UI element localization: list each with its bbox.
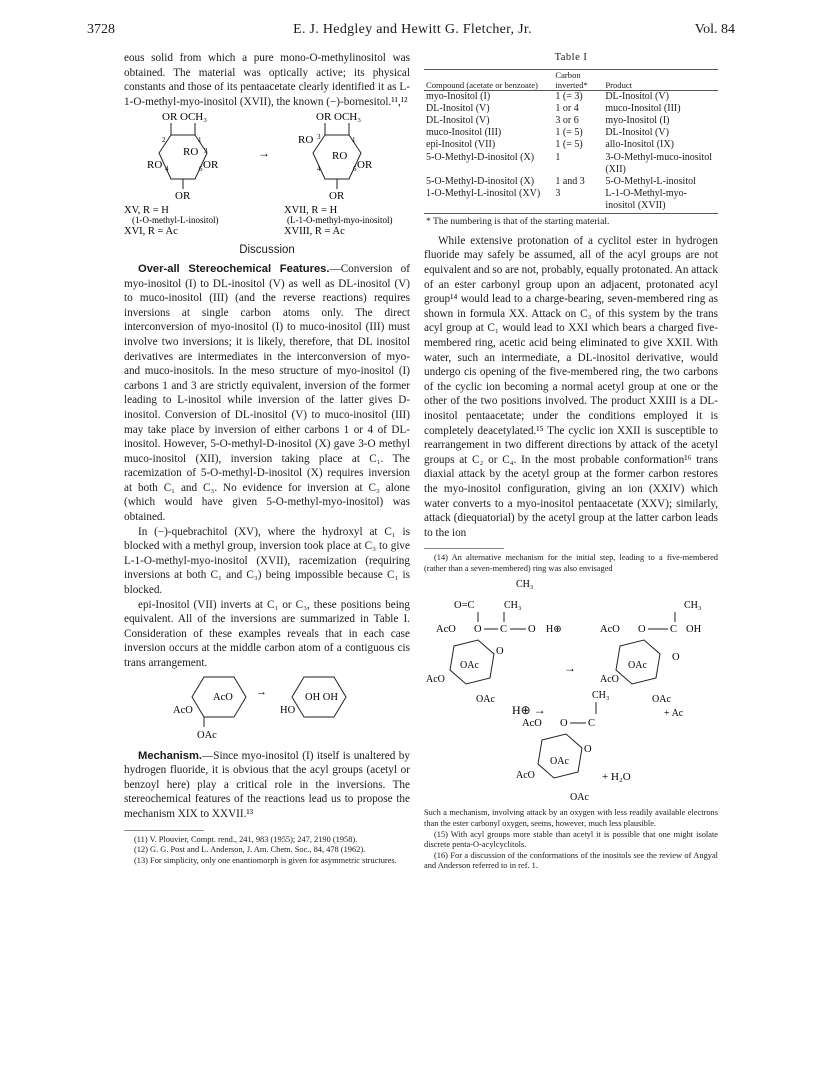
mechanism-scheme (424, 574, 718, 808)
mechanism-paragraph (124, 749, 410, 822)
table-cell: 1 (= 5) (555, 127, 583, 139)
table-cell: epi-Inositol (VII) (426, 139, 496, 151)
c-ch3: CH₃ (592, 690, 610, 702)
c-h2o: + H₂O (602, 771, 631, 784)
a-o1: O (474, 624, 482, 636)
overall-heading: Over-all Stereochemical Features. (138, 262, 330, 275)
table-cell: 5-O-Methyl-D-inositol (X) (426, 176, 535, 188)
a-oc: O=C (454, 600, 475, 612)
inositol-structures-figure (124, 109, 410, 237)
a-c: C (500, 624, 508, 636)
s2-caption-2: (L-1-O-methyl-myo-inositol) (287, 215, 393, 226)
s1-c6: 6 (199, 165, 203, 174)
table-row (424, 152, 718, 176)
table-cell: 1 and 3 (555, 176, 585, 188)
s2-or-bottom: OR (329, 190, 345, 203)
table-row (424, 139, 718, 151)
footnote-11: (11) V. Plouvier, Compt. rend., 241, 983 (1955); 247, 2190 (1958). (134, 834, 358, 844)
small-right-top: OH OH (305, 691, 338, 703)
protonation-paragraph: While extensive protonation of a cyclitol ester in hydrogen fluoride may safely be assumed, all of the acyl groups are not equivalent and so are not, probably, equally protonated. An attack of an ester carbonyl group upon an adjacent, protonated acyl group¹⁴ would lead to a charge-bearing, seven-membered ring as shown in formula XX. Attack on C₃ of this system by the trans acyl group at C₁ would lead to XXI which bears a charged five-membered ring, acetic acid being eliminated to give XXII. With water, such an intermediate, a DL-inositol derivative, would undergo cis opening of the five-membered ring, the two carbons of the cyclic ion becoming a normal acetyl group at one or the other of the two positions involved. The product XXIII is a DL-inositol pentaacetate; under the conditions employed it is completely deacetylated.¹⁵ The cyclic ion XXII is susceptible to rearrangement in two different directions by attack of the acetyl groups at C₂ or C₄. In the most probable conformation¹⁶ trans diaxial attack by the acetyl group at the former carbon restores the myo-inositol configuration, giving an ion (XXIV) which water converts to a myo-inositol pentaacetate (XXV); similarly, attack (diequatorial) by the acetyl group at the latter carbon leads to the ion (424, 234, 718, 539)
s2-c1: 1 (352, 136, 356, 145)
a-aco2: AcO (426, 674, 445, 686)
table-cell: DL-Inositol (V) (605, 127, 669, 139)
s1-or-right: OR (203, 159, 219, 172)
s1-caption-2: (1-O-methyl-L-inositol) (132, 215, 219, 226)
b-plus: + Ac (664, 708, 684, 720)
footnote-14-continued: Such a mechanism, involving attack by an oxygen with less readily available electrons than the ester carbonyl oxygen, seems, however, much less plausible. (424, 808, 718, 829)
page-number: 3728 (87, 22, 115, 37)
s2-ro-ring: RO (332, 150, 348, 163)
table-row (424, 90, 718, 103)
footnote-14: (14) An alternative mechanism for the initial step, leading to a five-membered (rather than a seven-membered) ring was also envisaged (424, 553, 718, 573)
a-aco: AcO (436, 624, 456, 636)
table-cell: myo-Inositol (I) (605, 115, 670, 126)
a-h: H⊕ (546, 624, 562, 636)
footnote-16: (16) For a discussion of the conformations of the inositols see the review of Angyal and Anderson referred to in ref. 1. (424, 850, 718, 871)
discussion-heading: Discussion (239, 244, 295, 257)
table-cell: muco-Inositol (III) (605, 102, 681, 114)
left-column (124, 51, 410, 866)
a-o2: O (528, 624, 536, 636)
s1-c4: 4 (165, 165, 169, 174)
table-cell: 3-O-Methyl-muco-inositol (XII) (605, 151, 712, 175)
table-cell: DL-Inositol (V) (426, 102, 490, 114)
table-cell: L-1-O-Methyl-myo-inositol (XVII) (605, 188, 687, 212)
small-ring-label: AcO (213, 691, 233, 703)
s1-ro-ring: RO (183, 146, 199, 159)
table-cell: allo-Inositol (IX) (605, 139, 674, 151)
b-aco2: AcO (600, 674, 619, 686)
small-bottom-label: OAc (197, 729, 217, 741)
b-o2: O (672, 652, 680, 664)
table-cell: 1 or 4 (555, 102, 579, 114)
a-oac: OAc (460, 660, 479, 672)
c-oac: OAc (550, 756, 569, 768)
reaction-arrow: → (258, 146, 270, 161)
a-oac2: OAc (476, 694, 495, 706)
s2-top-label: OR OCH₃ (316, 111, 362, 124)
table-cell: myo-Inositol (I) (426, 90, 491, 102)
c-o: O (560, 718, 568, 730)
mechanism-heading: Mechanism. (138, 749, 203, 762)
s2-c6: 6 (353, 165, 357, 174)
s1-or-bottom: OR (175, 190, 191, 203)
overall-paragraph (124, 262, 410, 525)
small-left-label: AcO (173, 704, 193, 716)
cis-trans-figure (124, 671, 410, 741)
c-aco2: AcO (516, 770, 535, 782)
s1-c3: 3 (204, 147, 208, 156)
table-cell: 1 (= 3) (555, 90, 583, 102)
table-cell: 1 (555, 151, 561, 163)
quebrachitol-paragraph: In (−)-quebrachitol (XV), where the hydroxyl at C₁ is blocked with a methyl group, inversion took place at C₃ to give L-1-O-methyl-myo-inositol (XVII), racemization (requiring inversions at both C₁ and C₃) being impossible because C₁ is blocked. (124, 525, 410, 597)
table-cell: 1-O-Methyl-L-inositol (XV) (426, 188, 541, 200)
table-row (424, 127, 718, 139)
scheme-arrow-2: H⊕ → (512, 703, 546, 718)
table-row (424, 176, 718, 188)
b-oac2: OAc (652, 694, 671, 706)
b-o: O (638, 624, 646, 636)
table-cell: 5-O-Methyl-D-inositol (X) (426, 151, 535, 163)
s1-caption-1: XV, R = H (124, 205, 169, 217)
mechanism-text: —Since myo-inositol (I) itself is unaltered by hydrogen fluoride, it is obvious that the acyl groups (acetyl or benzoyl here) play a critical role in the inversions. The stereochemical features of the reactions lead us to propose the mechanism XIX to XXVII.¹³ (124, 749, 410, 820)
b-oh: OH (686, 624, 702, 636)
footnote-rule-right (424, 548, 504, 549)
a-o3: O (496, 646, 504, 658)
b-oac: OAc (628, 660, 647, 672)
table-header-carbon: Carbon inverted* (555, 69, 588, 90)
table-cell: 3 or 6 (555, 115, 579, 126)
s2-caption-3: XVIII, R = Ac (284, 226, 345, 238)
table-footnote: * The numbering is that of the starting material. (424, 213, 718, 228)
c-oac2: OAc (570, 792, 589, 804)
table-cell: 1 (= 5) (555, 139, 583, 151)
b-aco: AcO (600, 624, 620, 636)
table-header-compound: Compound (acetate or benzoate) (426, 79, 538, 90)
table-header-product: Product (605, 79, 633, 90)
c-c: C (588, 718, 596, 730)
volume-label: Vol. 84 (694, 22, 735, 37)
right-column (424, 51, 718, 872)
s1-c1: 1 (198, 136, 202, 145)
running-title: E. J. Hedgley and Hewitt G. Fletcher, Jr. (293, 22, 532, 37)
table-cell: DL-Inositol (V) (426, 115, 490, 126)
footnote-rule (124, 830, 204, 831)
a-ch3b: CH₃ (504, 600, 522, 612)
b-ch3: CH₃ (684, 600, 702, 612)
s1-c2: 2 (162, 136, 166, 145)
table-cell: DL-Inositol (V) (605, 90, 669, 102)
table-cell: muco-Inositol (III) (426, 127, 502, 139)
b-c: C (670, 624, 678, 636)
s1-top-label: OR OCH₃ (162, 111, 208, 124)
overall-text: —Conversion of myo-inositol (I) to DL-inositol (V) as well as DL-inositol (V) to muco-inositol (III) (and the reverse reactions) requires inversions at single carbon atoms only. The direct interconversion of myo-inositol (I) to muco-inositol (III) must involve two inversions; it is likely, therefore, that DL inositol derivatives are intermediates in the interconversion of myo- and muco-inositols. In the meso structure of myo-inositol (I) carbons 1 and 3 are strictly equivalent, inversion of the former leading to L-inositol while inversion of the latter gives D-inositol. Conversion of DL-inositol (V) to muco-inositol (III) may take place by inversion of either carbons 1 or 4 of DL-inositol. However, 5-O-methyl-D-inositol (X) gave 3-O methyl muco-inositol (XII), inversion taking place at C₁. The racemization of 5-O-methyl-D-inositol (X) requires inversion at both C₁ and C₃. No evidence for inversion at C₃ alone (which would have given 5-O-methyl-myo-inositol) was obtained. (124, 262, 410, 524)
footnote-13: (13) For simplicity, only one enantiomorph is given for asymmetric structures. (134, 855, 397, 865)
s2-caption-1: XVII, R = H (284, 205, 338, 217)
small-arrow: → (256, 685, 267, 698)
footnote-12: (12) G. G. Post and L. Anderson, J. Am. Chem. Soc., 84, 478 (1962). (134, 845, 366, 855)
scheme-arrow-1: → (564, 661, 576, 676)
s1-ro-left: RO (147, 159, 163, 172)
table-row (424, 188, 718, 213)
s2-c4: 4 (317, 165, 321, 174)
s2-ro-left: RO (298, 134, 314, 147)
table-title: Table I (554, 52, 588, 63)
small-right-left: HO (280, 704, 296, 716)
intro-paragraph: eous solid from which a pure mono-O-methylinositol was obtained. The material was optically active; its physical constants and those of its pentaacetate clearly identified it as L-1-O-methyl-myo-inositol (XVII), the known (−)-bornesitol.¹¹,¹² (124, 52, 410, 108)
table-row (424, 103, 718, 115)
s2-or-right: OR (357, 159, 373, 172)
c-aco: AcO (522, 718, 542, 730)
table-cell: 3 (555, 188, 561, 200)
s1-caption-3: XVI, R = Ac (124, 226, 178, 238)
footnote-15: (15) With acyl groups more stable than acetyl it is possible that one might isolate discrete penta-O-acylcyclitols. (424, 829, 718, 850)
s2-c3: 3 (317, 133, 321, 142)
c-o2: O (584, 744, 592, 756)
a-ch3: CH₃ (516, 579, 534, 591)
inversions-table (424, 69, 718, 228)
epi-inositol-paragraph: epi-Inositol (VII) inverts at C₁ or C₃, these positions being equivalent. All of the inversions are summarized in Table I. Consideration of these examples reveals that in each case inversion occurs at the middle carbon atom of a contiguous cis trans arrangement. (124, 598, 410, 669)
table-cell: 5-O-Methyl-L-inositol (605, 176, 696, 188)
table-row (424, 115, 718, 127)
